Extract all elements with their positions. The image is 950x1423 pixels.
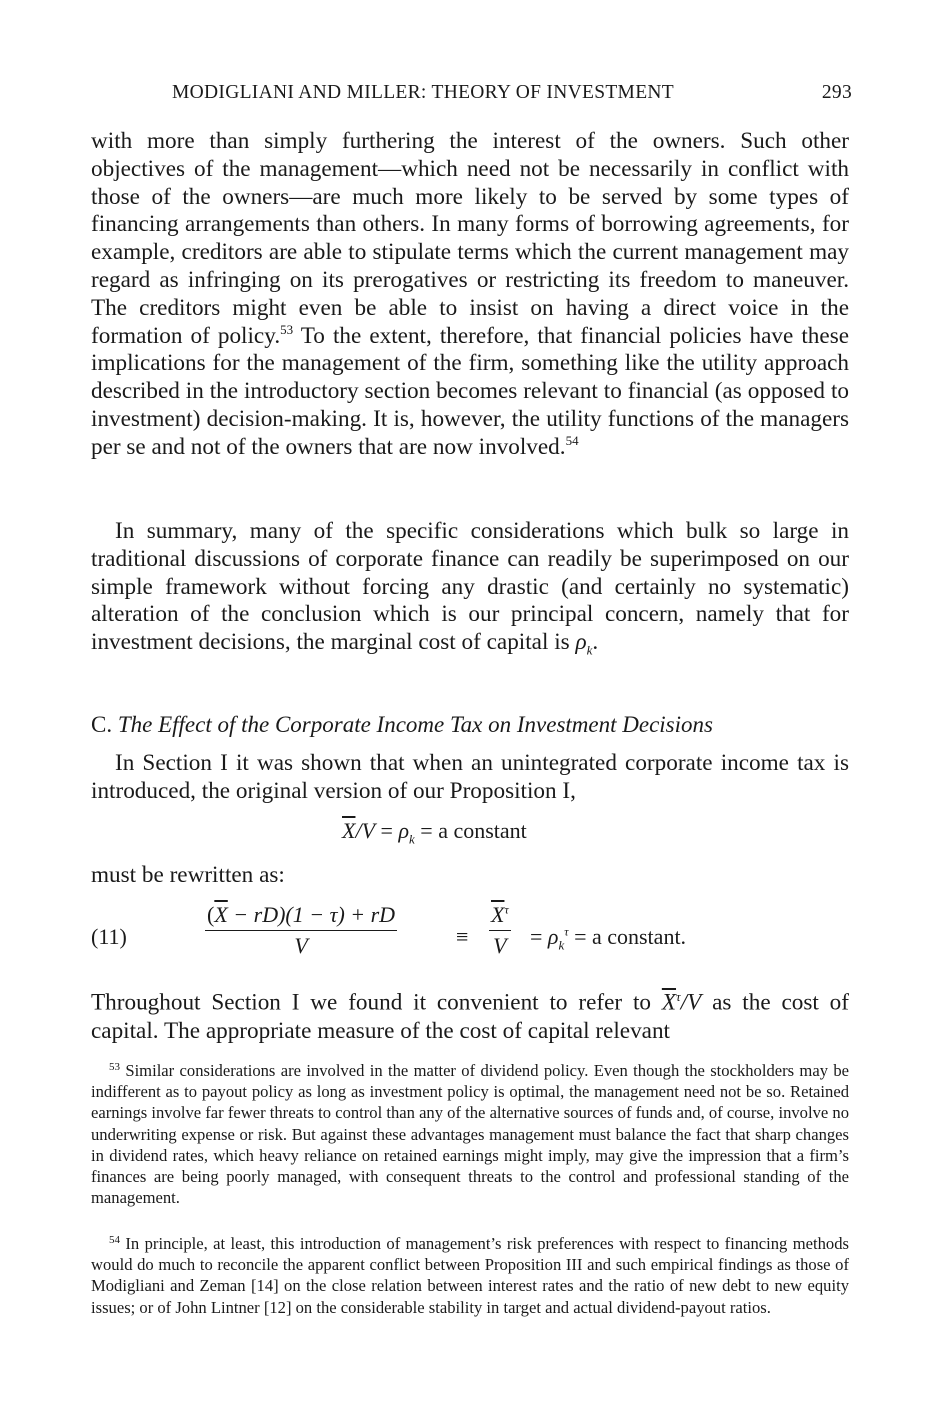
footnote-text: Similar considerations are involved in the matter of dividend policy. Even though the stockholders may be indifferent as to payout policy as long as investment policy is optimal, the management need not be so. Retained earnings involve far fewer threats to control than any of the alternative sources of funds and, of course, involve no underwriting expense or risk. But against these advantages management must balance the fact that sharp changes in dividend rates, which heavy reliance on retained earnings might imply, may give the impression that a firm’s finances are being poorly managed, with consequent threats to the control and professional standing of the management. bbox=[91, 1061, 849, 1208]
fraction-main bbox=[205, 902, 397, 959]
rho-symbol: ρ bbox=[575, 629, 587, 656]
section-heading bbox=[91, 712, 713, 738]
x-bar: $\overline{X}$ bbox=[661, 989, 677, 1016]
equation-rhs bbox=[530, 924, 686, 953]
running-title: MODIGLIANI AND MILLER: THEORY OF INVESTMENT bbox=[172, 82, 674, 103]
paragraph-rewrite bbox=[91, 862, 849, 890]
paragraph-summary bbox=[91, 518, 849, 665]
x-bar: $\overline{X}$ bbox=[342, 818, 356, 843]
constant-text: = a constant. bbox=[568, 924, 687, 949]
equals: = bbox=[530, 924, 543, 949]
page-number: 293 bbox=[821, 82, 852, 103]
fraction-denominator: V bbox=[294, 933, 308, 958]
equation-proposition-1 bbox=[342, 818, 527, 847]
rho-symbol: ρ bbox=[398, 818, 409, 843]
constant-text: = a constant bbox=[414, 818, 527, 843]
footnote-53 bbox=[91, 1060, 849, 1208]
section-label: C. bbox=[91, 712, 118, 737]
paragraph-cost-of-capital bbox=[91, 983, 849, 1045]
rho-subscript: k bbox=[586, 642, 593, 658]
paragraph-text: must be rewritten as: bbox=[91, 862, 285, 888]
fraction-denominator: V bbox=[493, 933, 507, 958]
over-v: /V bbox=[355, 818, 376, 843]
paragraph-text: To the extent, therefore, that financial policies have these implications for the management of the firm, something like the utility approach described in the introductory section becomes relevant to financial (as opposed to investment) decision-making. It is, however, the utility functions of the managers per se and not of the owners that are now involved. bbox=[91, 322, 850, 460]
paragraph-text: In summary, many of the specific considerations which bulk so large in traditional discussions of corporate finance can readily be superimposed on our simple framework without forcing any drastic (and certainly no systematic) alteration of the conclusion which is our principal concern, namely that for investment decisions, the marginal cost of capital is bbox=[91, 518, 849, 656]
equals: = bbox=[375, 818, 399, 843]
rho-subscript: k bbox=[558, 937, 565, 953]
tau-superscript: τ bbox=[564, 924, 569, 939]
paragraph-text: with more than simply furthering the interest of the owners. Such other objectives of the management—which need not be necessarily in conflict with those of the owners—are much more likely to be served by some types of financing arrangements than others. In many forms of borrowing agreements, for example, creditors are able to stipulate terms which the current management may regard as infringing on its prerogatives or restricting its freedom to maneuver. The creditors might even be able to insist on having a direct voice in the formation of policy. bbox=[91, 128, 849, 349]
tau-superscript: τ bbox=[676, 989, 681, 1004]
paragraph-section-intro bbox=[91, 750, 849, 806]
footnote-text: In principle, at least, this introduction of management’s risk preferences with respect to financing methods would do much to reconcile the apparent conflict between Proposition III and such empirical findings as those of Modigliani and Zeman [14] on the close relation between interest rates and the ratio of new debt to new equity issues; or of John Lintner [12] on the considerable stability in target and actual dividend-payout ratios. bbox=[91, 1234, 849, 1317]
footnote-54 bbox=[91, 1233, 849, 1318]
footnote-ref-53[interactable]: 53 bbox=[280, 321, 294, 337]
rho-subscript: k bbox=[409, 831, 415, 847]
fraction-numerator: $(\overline{X} - rD)(1 - \tau)$ + rD bbox=[205, 902, 397, 931]
x-bar: $\overline{X}$ bbox=[491, 902, 505, 927]
equiv-sign: ≡ bbox=[456, 924, 469, 949]
over-v: /V bbox=[680, 989, 702, 1016]
equation-label: (11) bbox=[91, 924, 127, 949]
tau-superscript: τ bbox=[504, 902, 509, 917]
footnote-ref-54[interactable]: 54 bbox=[565, 432, 579, 448]
paragraph-text: Throughout Section I we found it convenient to refer to bbox=[91, 989, 662, 1016]
fraction-numerator bbox=[489, 902, 511, 931]
paragraph-text: as the cost of capital. The appropriate measure of the cost of capital relevant bbox=[91, 989, 849, 1044]
paragraph-continuation bbox=[91, 128, 849, 462]
fraction-x-tau bbox=[489, 902, 511, 959]
x-bar: $\overline{X}$ bbox=[214, 902, 228, 927]
paragraph-text: In Section I it was shown that when an unintegrated corporate income tax is introduced, the original version of our Proposition I, bbox=[91, 750, 849, 804]
section-title: The Effect of the Corporate Income Tax on Investment Decisions bbox=[117, 712, 713, 737]
footnote-mark: 54 bbox=[109, 1234, 120, 1246]
footnote-mark: 53 bbox=[109, 1061, 120, 1073]
period: . bbox=[592, 629, 599, 656]
rho-symbol: ρ bbox=[547, 924, 559, 949]
